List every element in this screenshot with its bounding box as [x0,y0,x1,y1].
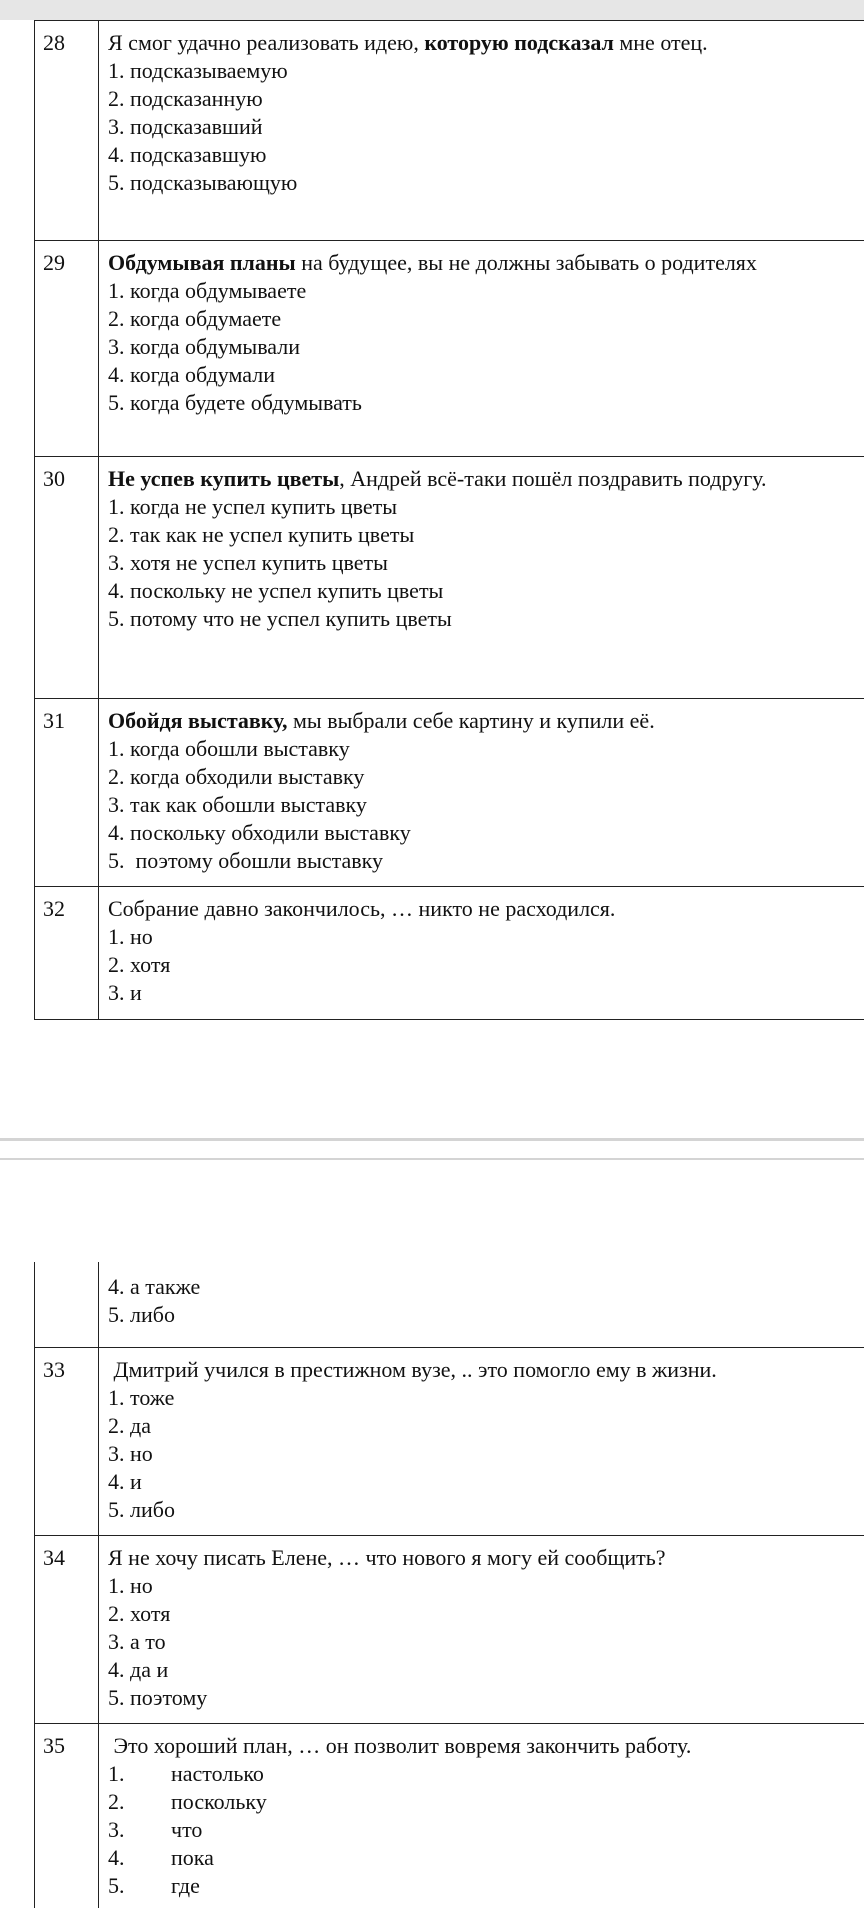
question-number: 30 [35,457,99,699]
answer-option: 4. пока [108,1844,864,1872]
table-row [35,1347,864,1535]
question-cell [99,887,864,1020]
table-row [35,1535,864,1723]
answer-option: 5. подсказывающую [108,169,864,197]
question-number: 32 [35,887,99,1020]
answer-option: 2. подсказанную [108,85,864,113]
answer-option: 5. либо [108,1301,864,1329]
page-separator [0,1138,864,1141]
table-row [35,1262,864,1347]
question-number: 28 [35,21,99,241]
answer-option: 4. когда обдумали [108,361,864,389]
question-cell [99,699,864,887]
answer-option: 3. что [108,1816,864,1844]
question-cell [99,1723,864,1908]
question-stem: Я не хочу писать Елене, … что нового я могу ей сообщить? [108,1544,864,1572]
answer-option: 5. потому что не успел купить цветы [108,605,864,633]
answer-option: 5. где [108,1872,864,1900]
question-cell [99,1535,864,1723]
answer-option: 3. так как обошли выставку [108,791,864,819]
question-stem: Дмитрий учился в престижном вузе, .. это помогло ему в жизни. [108,1356,864,1384]
answer-option: 1. подсказываемую [108,57,864,85]
question-number: 31 [35,699,99,887]
answer-option: 2. когда обходили выставку [108,763,864,791]
answer-option: 2. поскольку [108,1788,864,1816]
answer-option: 1. когда обдумываете [108,277,864,305]
question-stem: Не успев купить цветы, Андрей всё-таки пошёл поздравить подругу. [108,465,864,493]
answer-option: 5. либо [108,1496,864,1524]
question-number: 35 [35,1723,99,1908]
answer-option: 4. и [108,1468,864,1496]
table-row [35,21,864,241]
page-separator [0,1158,864,1160]
answer-option: 1. настолько [108,1760,864,1788]
answer-option: 4. а также [108,1273,864,1301]
answer-option: 1. когда обошли выставку [108,735,864,763]
answer-option: 3. и [108,979,864,1007]
table-row [35,241,864,457]
question-number: 33 [35,1347,99,1535]
question-cell-continued [99,1262,864,1347]
question-stem: Обдумывая планы на будущее, вы не должны забывать о родителях [108,249,864,277]
question-stem: Это хороший план, … он позволит вовремя закончить работу. [108,1732,864,1760]
questions-table-page-1 [34,20,864,1020]
question-cell [99,1347,864,1535]
table-row [35,887,864,1020]
answer-option: 2. да [108,1412,864,1440]
table-row [35,1723,864,1908]
answer-option: 2. так как не успел купить цветы [108,521,864,549]
question-cell [99,457,864,699]
answer-option: 3. хотя не успел купить цветы [108,549,864,577]
table-row [35,457,864,699]
answer-option: 1. но [108,923,864,951]
question-stem: Собрание давно закончилось, … никто не расходился. [108,895,864,923]
table-row [35,699,864,887]
answer-option: 1. но [108,1572,864,1600]
question-number: 34 [35,1535,99,1723]
top-page-edge [0,0,864,20]
answer-option: 2. когда обдумаете [108,305,864,333]
question-stem: Обойдя выставку, мы выбрали себе картину и купили её. [108,707,864,735]
answer-option: 3. а то [108,1628,864,1656]
answer-option: 2. хотя [108,951,864,979]
answer-option: 5. когда будете обдумывать [108,389,864,417]
questions-table-page-2 [34,1262,864,1908]
question-number-empty [35,1262,99,1347]
answer-option: 5. поэтому обошли выставку [108,847,864,875]
answer-option: 3. когда обдумывали [108,333,864,361]
question-stem: Я смог удачно реализовать идею, которую подсказал мне отец. [108,29,864,57]
answer-option: 5. поэтому [108,1684,864,1712]
answer-option: 4. подсказавшую [108,141,864,169]
question-cell [99,21,864,241]
answer-option: 2. хотя [108,1600,864,1628]
answer-option: 4. поскольку не успел купить цветы [108,577,864,605]
answer-option: 1. тоже [108,1384,864,1412]
answer-option: 4. поскольку обходили выставку [108,819,864,847]
answer-option: 3. подсказавший [108,113,864,141]
answer-option: 3. но [108,1440,864,1468]
answer-option: 1. когда не успел купить цветы [108,493,864,521]
answer-option: 4. да и [108,1656,864,1684]
question-cell [99,241,864,457]
question-number: 29 [35,241,99,457]
